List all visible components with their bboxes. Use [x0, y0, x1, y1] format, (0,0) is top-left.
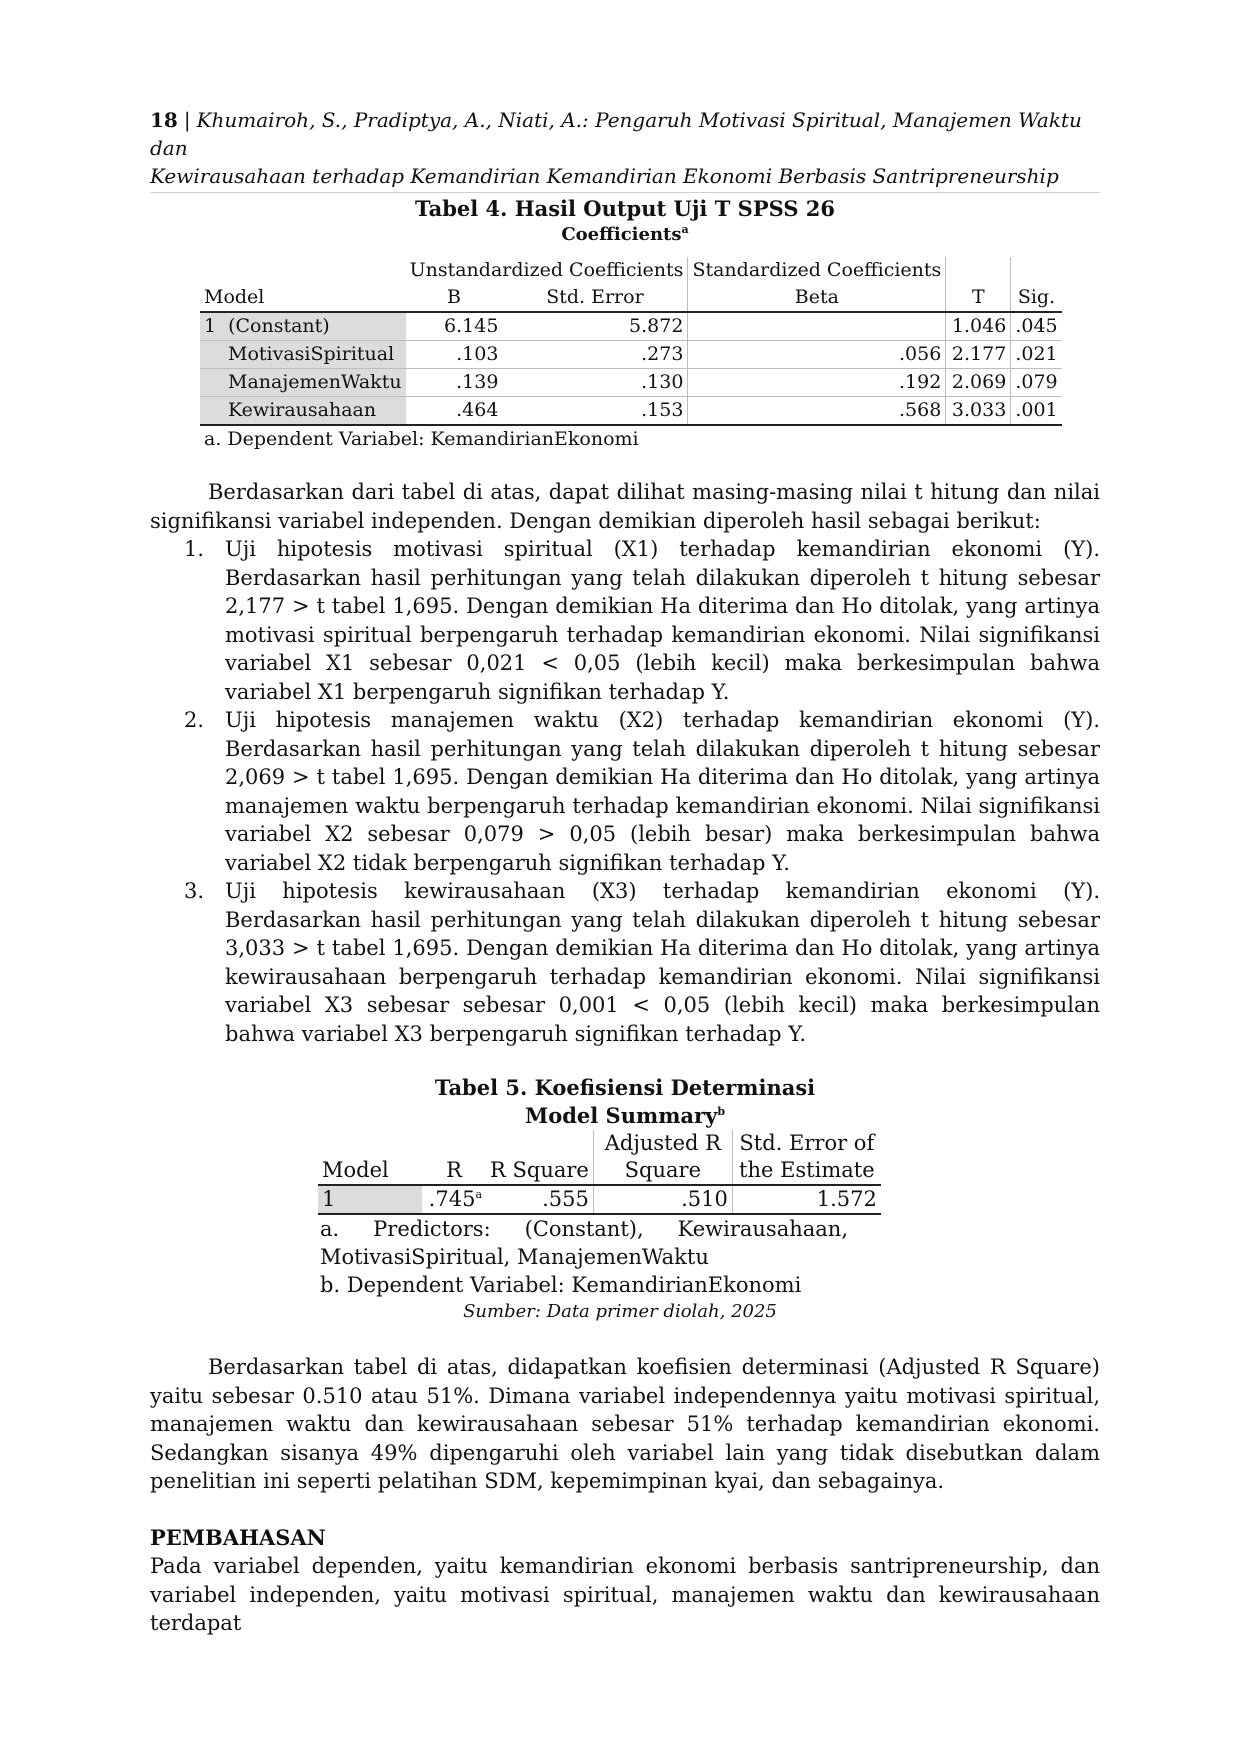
paragraph-3: Pada variabel dependen, yaitu kemandirian ekonomi berbasis santripreneurship, dan variabel independen, yaitu motivasi spiritual, manajemen waktu dan kewirausahaan terdapat: [150, 1554, 1100, 1635]
hypothesis-list: [150, 535, 1100, 1048]
cell-sig: .001: [1011, 397, 1062, 426]
cell-std-error: .273: [502, 341, 688, 369]
header-separator: |: [183, 108, 191, 132]
list-number: 3.: [184, 879, 205, 903]
col-sig: Sig.: [1011, 284, 1062, 312]
table5-subtitle: Model Summary$^b$: [524, 1103, 726, 1128]
cell-b: .464: [406, 397, 503, 426]
citation-line-1: Khumairoh, S., Pradiptya, A., Niati, A.: Pengaruh Motivasi Spiritual, Manajemen Waktu dan: [150, 108, 1082, 160]
running-header: [150, 106, 1100, 190]
col-t: T: [946, 284, 1011, 312]
paragraph-1: Berdasarkan dari tabel di atas, dapat dilihat masing-masing nilai t hitung dan nilai signifikansi variabel independen. Dengan demikian diperoleh hasil sebagai berikut:: [150, 480, 1100, 533]
cell-beta: .056: [688, 341, 946, 369]
cell-beta: .192: [688, 369, 946, 397]
model-number: 1: [204, 315, 217, 337]
col-r-square: R Square: [486, 1157, 593, 1185]
list-item: [150, 535, 1100, 706]
row-name: MotivasiSpiritual: [200, 341, 406, 369]
coefficients-table: [200, 257, 1062, 426]
header-empty: [200, 257, 406, 284]
col-b: B: [406, 284, 503, 312]
cell-std-error-estimate: 1.572: [732, 1185, 881, 1214]
col-std-error: Std. Error: [502, 284, 688, 312]
table4-title: Tabel 4. Hasil Output Uji T SPSS 26: [414, 196, 836, 221]
table-row: [200, 369, 1062, 397]
cell-std-error: .153: [502, 397, 688, 426]
cell-t: 2.069: [946, 369, 1011, 397]
note-b: b. Dependent Variabel: KemandirianEkonomi: [320, 1273, 802, 1297]
section-heading: PEMBAHASAN: [150, 1524, 326, 1550]
cell-std-error: 5.872: [502, 312, 688, 341]
row-name: (Constant): [228, 315, 330, 337]
table5-source: Sumber: Data primer diolah, 2025: [463, 1301, 777, 1322]
table5-block: [150, 1074, 1100, 1325]
list-item: [150, 706, 1100, 877]
page-number: 18: [150, 108, 178, 132]
col-model: Model: [318, 1157, 422, 1185]
model-summary-table: [318, 1130, 881, 1215]
cell-beta: .568: [688, 397, 946, 426]
list-number: 1.: [184, 537, 205, 561]
col-model: Model: [200, 284, 406, 312]
cell-sig: .079: [1011, 369, 1062, 397]
cell-b: .139: [406, 369, 503, 397]
cell-t: 3.033: [946, 397, 1011, 426]
cell-t: 1.046: [946, 312, 1011, 341]
header-standardized: Standardized Coefficients: [688, 257, 946, 284]
col-std-error-est-1: Std. Error of: [739, 1131, 875, 1155]
cell-r-square: .555: [486, 1185, 593, 1214]
cell-t: 2.177: [946, 341, 1011, 369]
cell-std-error: .130: [502, 369, 688, 397]
cell-b: 6.145: [406, 312, 503, 341]
row-name: Kewirausahaan: [200, 397, 406, 426]
table4-subtitle: Coefficients$^a$: [561, 223, 689, 245]
col-adjusted-r-1: Adjusted R: [593, 1130, 732, 1157]
cell-sig: .021: [1011, 341, 1062, 369]
header-rule: [150, 192, 1100, 193]
list-text: Uji hipotesis kewirausahaan (X3) terhadap kemandirian ekonomi (Y). Berdasarkan hasil perhitungan yang telah dilakukan diperoleh t hitung sebesar 3,033 > t tabel 1,695. Dengan demikian Ha diterima dan Ho ditolak, yang artinya kewirausahaan berpengaruh terhadap kemandirian ekonomi. Nilai signifikansi variabel X3 sebesar sebesar 0,001 < 0,05 (lebih kecil) maka berkesimpulan bahwa variabel X3 berpengaruh signifikan terhadap Y.: [225, 879, 1100, 1046]
table-row: [200, 312, 1062, 341]
note-a-line2: MotivasiSpiritual, ManajemenWaktu: [320, 1245, 709, 1269]
col-r: R: [422, 1157, 486, 1185]
page: [150, 106, 1100, 1638]
table-row: [318, 1185, 881, 1214]
col-std-error-est-2: the Estimate: [732, 1157, 881, 1185]
citation-line-2: Kewirausahaan terhadap Kemandirian Kemandirian Ekonomi Berbasis Santripreneurship: [150, 164, 1059, 188]
col-adjusted-r-2: Square: [593, 1157, 732, 1185]
cell-sig: .045: [1011, 312, 1062, 341]
list-item: [150, 877, 1100, 1048]
table-row: [200, 341, 1062, 369]
table5-title: Tabel 5. Koefisiensi Determinasi: [434, 1075, 816, 1100]
cell-adjusted-r-square: .510: [593, 1185, 732, 1214]
paragraph-2: Berdasarkan tabel di atas, didapatkan koefisien determinasi (Adjusted R Square) yaitu sebesar 0.510 atau 51%. Dimana variabel independennya yaitu motivasi spiritual, manajemen waktu dan kewirausahaan sebesar 51% terhadap kemandirian ekonomi. Sedangkan sisanya 49% dipengaruhi oleh variabel lain yang tidak disebutkan dalam penelitian ini seperti pelatihan SDM, kepemimpinan kyai, dan sebagainya.: [150, 1355, 1100, 1493]
cell-beta: [688, 312, 946, 341]
col-beta: Beta: [688, 284, 946, 312]
table-row: [200, 397, 1062, 426]
header-unstandardized: Unstandardized Coefficients: [406, 257, 688, 284]
cell-b: .103: [406, 341, 503, 369]
row-name: ManajemenWaktu: [200, 369, 406, 397]
table5-notes: [320, 1215, 848, 1299]
cell-model: 1: [318, 1185, 422, 1214]
list-text: Uji hipotesis motivasi spiritual (X1) terhadap kemandirian ekonomi (Y). Berdasarkan hasil perhitungan yang telah dilakukan diperoleh t hitung sebesar 2,177 > t tabel 1,695. Dengan demikian Ha diterima dan Ho ditolak, yang artinya motivasi spiritual berpengaruh terhadap kemandirian ekonomi. Nilai signifikansi variabel X1 sebesar 0,021 < 0,05 (lebih kecil) maka berkesimpulan bahwa variabel X1 berpengaruh signifikan terhadap Y.: [225, 537, 1100, 704]
cell-r: .745$^a$: [422, 1185, 486, 1214]
table4-footnote: a. Dependent Variabel: KemandirianEkonomi: [204, 428, 639, 450]
list-text: Uji hipotesis manajemen waktu (X2) terhadap kemandirian ekonomi (Y). Berdasarkan hasil perhitungan yang telah dilakukan diperoleh t hitung sebesar 2,069 > t tabel 1,695. Dengan demikian Ha diterima dan Ho ditolak, yang artinya manajemen waktu berpengaruh terhadap kemandirian ekonomi. Nilai signifikansi variabel X2 sebesar 0,079 > 0,05 (lebih besar) maka berkesimpulan bahwa variabel X2 tidak berpengaruh signifikan terhadap Y.: [225, 708, 1100, 875]
list-number: 2.: [184, 708, 205, 732]
note-a-line1: a. Predictors: (Constant), Kewirausahaan,: [320, 1217, 848, 1241]
table4-block: [150, 195, 1100, 452]
